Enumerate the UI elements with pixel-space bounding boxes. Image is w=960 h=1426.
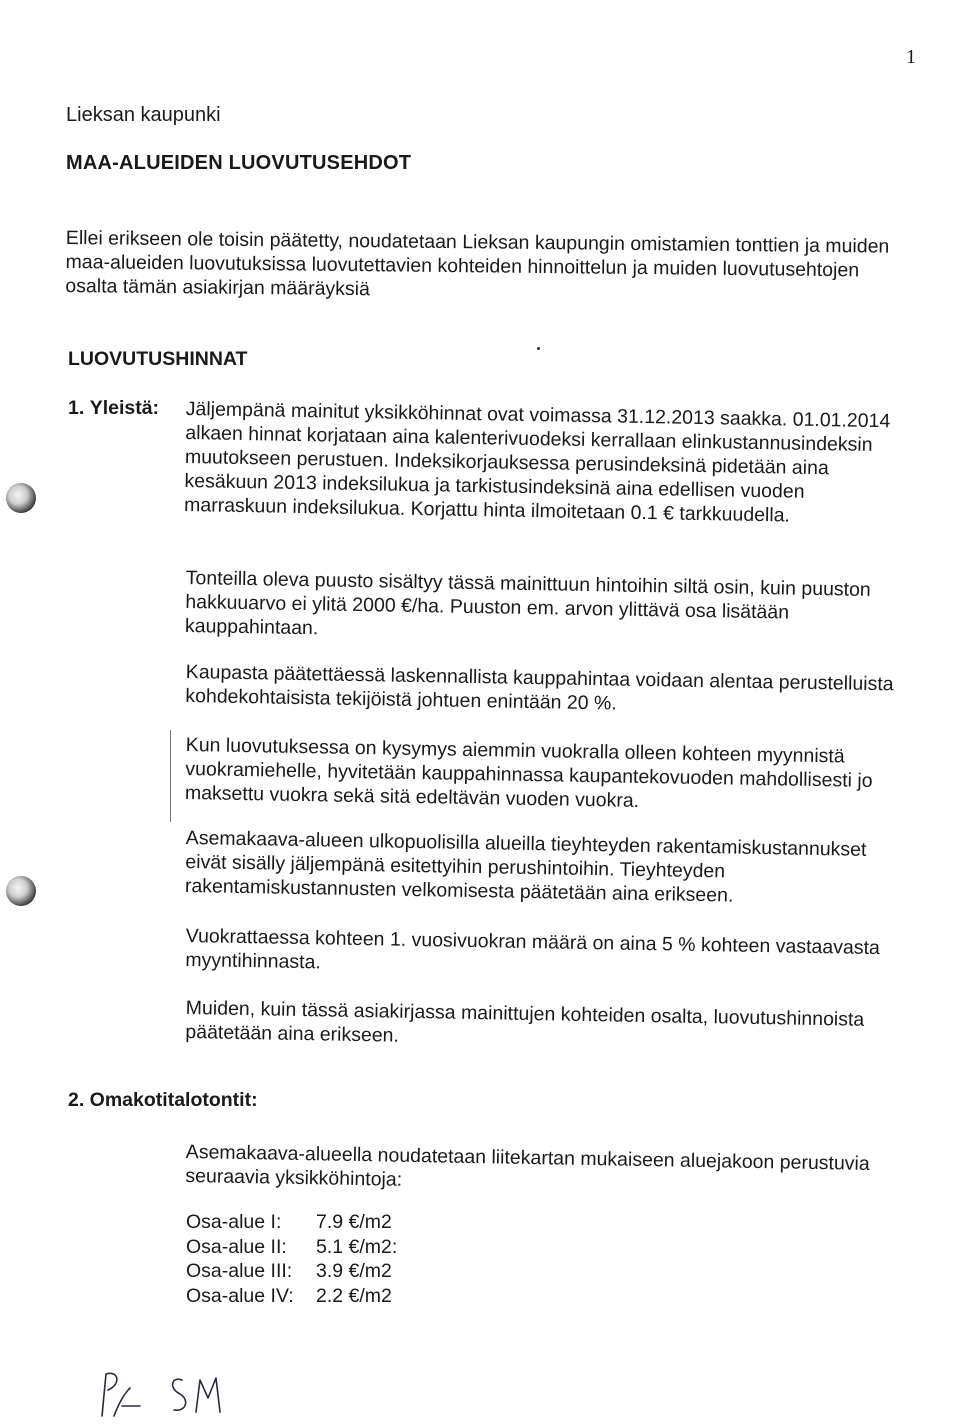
section-2-intro: Asemakaava-alueella noudatetaan liitekartan mukaiseen aluejakoon perustuvia seuraavia yksikköhintoja: (185, 1140, 870, 1191)
price-row (186, 1284, 397, 1309)
page-number: 1 (906, 46, 916, 68)
intro-paragraph: Ellei erikseen ole toisin päätetty, noudatetaan Lieksan kaupungin omistamien tonttien ja muiden maa-alueiden luovutuksissa luovutettavien kohteiden hinnoittelun ja muiden luovutusehtojen osalta tämän asiakirjan määräyksiä (65, 226, 890, 301)
price-row (186, 1210, 397, 1235)
area-price: 2.2 €/m2 (316, 1284, 392, 1307)
margin-mark (170, 730, 172, 822)
paragraph-indexing: Jäljempänä mainitut yksikköhinnat ovat voimassa 31.12.2013 saakka. 01.01.2014 alkaen hinnat korjataan aina kalenterivuodeksi kerrallaan elinkustannusindeksin muutokseen perustuen. Indeksikorjauksessa perusindeksinä pidetään aina kesäkuun 2013 indeksilukua ja tarkistusindeksinä aina edellisen vuoden marraskuun indeksilukua. Korjattu hinta ilmoitetaan 0.1 € tarkkuudella. (183, 397, 891, 527)
area-price: 5.1 €/m2: (316, 1235, 398, 1258)
punch-hole (6, 483, 36, 513)
paragraph-timber: Tonteilla oleva puusto sisältyy tässä mainittuun hintoihin siltä osin, kuin puuston hakkuuarvo ei ylitä 2000 €/ha. Puuston em. arvon ylittävä osa lisätään kauppahintaan. (184, 566, 871, 640)
paragraph-road-costs: Asemakaava-alueen ulkopuolisilla alueilla tieyhteyden rakentamiskustannukset eivät sisälly jäljempänä esitettyihin perushintoihin. Tieyhteyden rakentamiskustannusten velkomisesta päätetään aina erikseen. (184, 826, 867, 907)
section-1-label (68, 397, 159, 420)
document-title: MAA-ALUEIDEN LUOVUTUSEHDOT (66, 152, 412, 174)
section-1-number: 1. (68, 397, 85, 419)
paragraph-rent-credit: Kun luovutuksessa on kysymys aiemmin vuokralla olleen kohteen myynnistä vuokramiehelle, hyvitetään kauppahinnassa kaupantekovuoden mahdollisesti jo maksettu vuokra sekä sitä edeltävän vuoden vuokra. (184, 733, 873, 812)
section-heading-luovutushinnat: LUOVUTUSHINNAT (68, 348, 248, 370)
price-row (186, 1259, 397, 1284)
paragraph-rent: Vuokrattaessa kohteen 1. vuosivuokran määrä on aina 5 % kohteen vastaavasta myyntihinnasta. (185, 924, 881, 974)
ink-speck (537, 347, 540, 350)
area-price: 3.9 €/m2 (316, 1260, 392, 1282)
area-label: Osa-alue II: (186, 1235, 287, 1258)
section-2-heading: 2. Omakotitalotontit: (68, 1089, 258, 1111)
section-1-title: Yleistä: (89, 397, 160, 419)
area-price: 7.9 €/m2 (316, 1211, 392, 1233)
price-row (186, 1235, 397, 1260)
area-label: Osa-alue IV: (186, 1284, 294, 1307)
punch-hole (6, 876, 36, 906)
issuer-name: Lieksan kaupunki (66, 104, 221, 126)
handwritten-initials (96, 1366, 236, 1426)
price-list (186, 1210, 397, 1308)
paragraph-discount: Kaupasta päätettäessä laskennallista kauppahintaa voidaan alentaa perustelluista kohdekohtaisista tekijöistä johtuen enintään 20 %. (185, 660, 894, 715)
area-label: Osa-alue III: (186, 1260, 293, 1282)
paragraph-other: Muiden, kuin tässä asiakirjassa mainittujen kohteiden osalta, luovutushinnoista päätetään aina erikseen. (185, 996, 865, 1047)
area-label: Osa-alue I: (186, 1211, 282, 1233)
